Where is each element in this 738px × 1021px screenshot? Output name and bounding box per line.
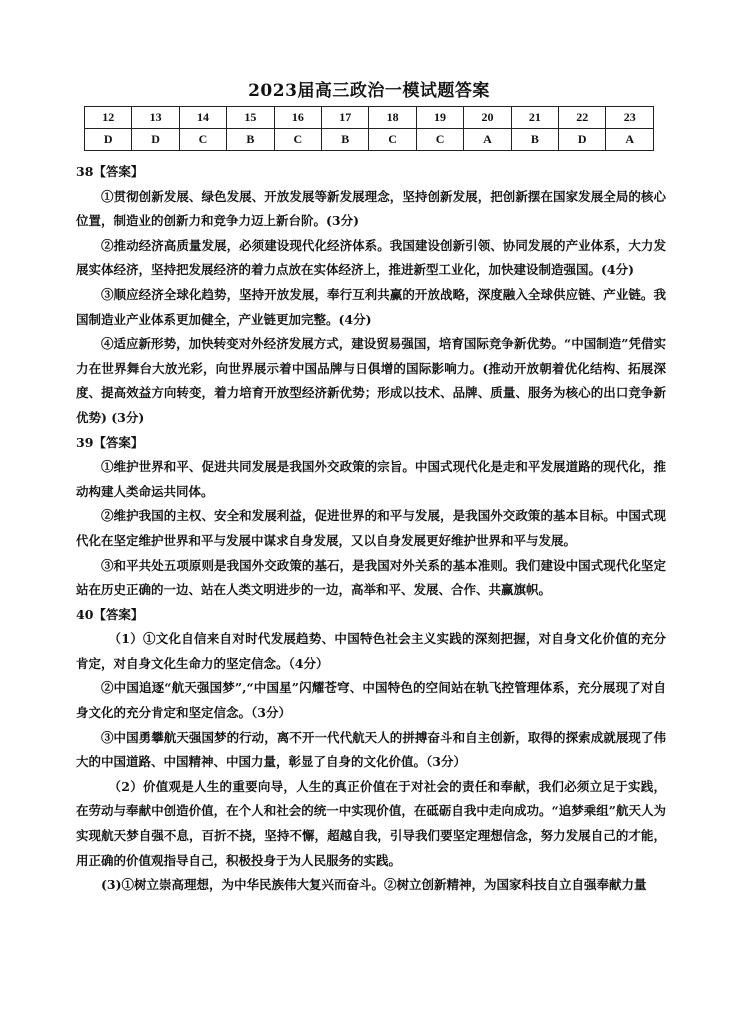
answer-letter: B (322, 129, 369, 151)
question-number: 17 (322, 107, 369, 129)
answer-letter: D (559, 129, 606, 151)
q38-point-2: ②推动经济高质量发展，必须建设现代化经济体系。我国建设创新引领、协同发展的产业体系，大力发展实体经济，坚持把发展经济的着力点放在实体经济上，推进新型工业化，加快建设制造强国。(4分) (76, 237, 666, 278)
answer-letter: C (274, 129, 321, 151)
q40-part-1-point-3: ③中国勇攀航天强国梦的行动，离不开一代代航天人的拼搏奋斗和自主创新，取得的探索成就展现了伟大的中国道路、中国精神、中国力量，彰显了自身的文化价值。（3分） (76, 729, 666, 770)
q39-point-1: ①维护世界和平、促进共同发展是我国外交政策的宗旨。中国式现代化是走和平发展道路的现代化，推动构建人类命运共同体。 (76, 459, 666, 499)
question-number: 21 (511, 107, 558, 129)
q38-point-3: ③顺应经济全球化趋势，坚持开放发展，奉行互利共赢的开放战略，深度融入全球供应链、产业链。我国制造业产业体系更加健全，产业链更加完整。(4分) (76, 286, 666, 327)
question-number-row (85, 107, 654, 129)
answer-content (76, 160, 666, 898)
question-number: 23 (606, 107, 654, 129)
question-number: 18 (369, 107, 416, 129)
question-number: 19 (416, 107, 463, 129)
answer-letter: B (511, 129, 558, 151)
answer-letter: A (464, 129, 511, 151)
question-number: 15 (227, 107, 274, 129)
q38-point-4: ④适应新形势，加快转变对外经济发展方式，建设贸易强国，培育国际竞争新优势。“中国制造”凭借实力在世界舞台大放光彩，向世界展示着中国品牌与日俱增的国际影响力。(推动开放朝着优化结构、拓展深度、提高效益方向转变，着力培育开放型经济新优势；形成以技术、品牌、质量、服务为核心的出口竞争新优势) (3分) (76, 336, 666, 425)
answer-letter: D (85, 129, 132, 151)
q40-part-2: （2）价值观是人生的重要向导，人生的真正价值在于对社会的责任和奉献，我们必须立足于实践，在劳动与奉献中创造价值，在个人和社会的统一中实现价值，在砥砺自我中走向成功。“追梦乘组”航天人为实现航天梦自强不息，百折不挠，坚持不懈，超越自我，引导我们要坚定理想信念，努力发展自己的才能，用正确的价值观指导自己，积极投身于为人民服务的实践。 (76, 778, 666, 868)
answer-letter: C (416, 129, 463, 151)
page-title: 2023届高三政治一模试题答案 (248, 81, 490, 101)
answer-letter: C (179, 129, 226, 151)
answer-letter: B (227, 129, 274, 151)
q39-heading: 39【答案】 (76, 434, 144, 450)
q40-part-3: (3)①树立崇高理想，为中华民族伟大复兴而奋斗。②树立创新精神，为国家科技自立自强奉献力量 (101, 877, 647, 893)
answer-letter: D (132, 129, 179, 151)
answer-letter: A (606, 129, 654, 151)
q39-point-3: ③和平共处五项原则是我国外交政策的基石，是我国对外关系的基本准则。我们建设中国式现代化坚定站在历史正确的一边、站在人类文明进步的一边，高举和平、发展、合作、共赢旗帜。 (76, 557, 666, 598)
question-number: 16 (274, 107, 321, 129)
question-number: 14 (179, 107, 226, 129)
question-number: 22 (559, 107, 606, 129)
question-number: 12 (85, 107, 132, 129)
answer-letter: C (369, 129, 416, 151)
q40-heading: 40【答案】 (76, 606, 144, 622)
q38-point-1: ①贯彻创新发展、绿色发展、开放发展等新发展理念，坚持创新发展，把创新摆在国家发展全局的核心位置，制造业的创新力和竞争力迈上新台阶。(3分) (76, 188, 666, 229)
question-number: 20 (464, 107, 511, 129)
q40-part-1-point-1: （1）①文化自信来自对时代发展趋势、中国特色社会主义实践的深刻把握，对自身文化价值的充分肯定，对自身文化生命力的坚定信念。（4分） (76, 631, 666, 671)
q39-point-2: ②维护我国的主权、安全和发展利益，促进世界的和平与发展，是我国外交政策的基本目标。中国式现代化在坚定维护世界和平与发展中谋求自身发展，又以自身发展更好维护世界和平与发展。 (76, 508, 666, 548)
question-number: 13 (132, 107, 179, 129)
q38-heading: 38【答案】 (76, 164, 144, 179)
q40-part-1-point-2: ②中国追逐“航天强国梦”,“中国星”闪耀苍穹、中国特色的空间站在轨飞控管理体系，充分展现了对自身文化的充分肯定和坚定信念。（3分） (76, 680, 666, 721)
answer-table (84, 106, 654, 151)
answer-row (85, 129, 654, 151)
